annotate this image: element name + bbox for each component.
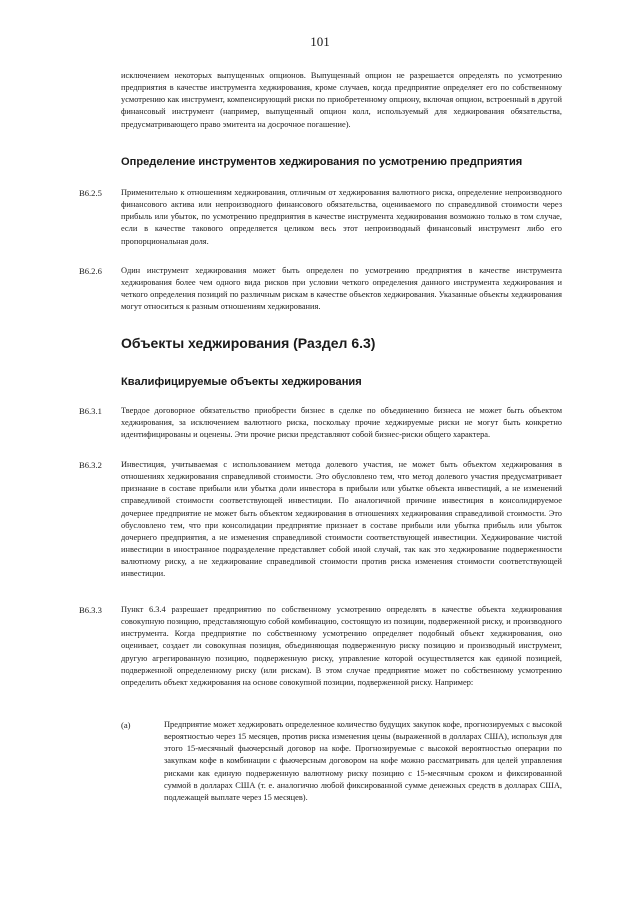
section-heading-hedged-items: Объекты хеджирования (Раздел 6.3): [121, 335, 376, 351]
page-number: 101: [310, 34, 330, 49]
paragraph-number: B6.2.6: [79, 266, 102, 276]
paragraph-number: B6.3.1: [79, 406, 102, 416]
paragraph-text: Твердое договорное обязательство приобрести бизнес в сделке по объединению бизнеса не может быть объектом хеджирования, за исключением валютного риска, поскольку прочие хеджируемые риски не могут быть конкретно идентифицированы и оценены. Эти прочие риски представляют собой бизнес-риски общего характера.: [121, 406, 562, 440]
paragraph-number: B6.3.3: [79, 605, 102, 615]
paragraph-text: Пункт 6.3.4 разрешает предприятию по собственному усмотрению определять в качестве объекта хеджирования совокупную позицию, представляющую собой комбинацию, состоящую из позиции, подверженной риску, и производного инструмента. Когда предприятие по собственному усмотрению определяет подобный объект хеджирования, оно оценивает, создает ли совокупная позиция, объединяющая подверженную риску позицию и производный инструмент, другую агрегированную позицию, подверженную риску, управление которой осуществляется как единой позицией, подверженной определенному риску (или рискам). В этом случае предприятие может по собственному усмотрению определить объект хеджирования на основе совокупной позиции, подверженной риску. Например:: [121, 605, 562, 687]
paragraph-b626: [121, 265, 562, 314]
section-heading-designation: Определение инструментов хеджирования по усмотрению предприятия: [121, 156, 523, 168]
paragraph-text: Один инструмент хеджирования может быть определен по усмотрению предприятия в качестве инструмента хеджирования более чем одного вида рисков при условии четкого определения данного инструмента хеджирования и четкого определения позиций по различным рискам в качестве объектов хеджирования. Указанные объекты хеджирования могут относиться к разным отношениям хеджирования.: [121, 266, 562, 312]
list-item-text: Предприятие может хеджировать определенное количество будущих закупок кофе, прогнозируемых с высокой вероятностью через 15 месяцев, против риска изменения цены (выраженной в долларах США), используя для этого 15-месячный фьючерсный договор на кофе. Прогнозируемые с высокой вероятностью операции по закупкам кофе в комбинации с фьючерсным договором на кофе можно рассматривать для целей управления рисками как единую подверженную валютному риску позицию с 15-месячным сроком и фиксированной суммой в долларах США (т. е. аналогично любой фиксированной сумме денежных средств в долларах США, подлежащей выплате через 15 месяцев).: [164, 720, 562, 802]
list-item-a: [164, 719, 562, 804]
paragraph-b625: [121, 187, 562, 248]
list-item-label: (a): [121, 720, 131, 730]
intro-text: исключением некоторых выпущенных опционов. Выпущенный опцион не разрешается определять по усмотрению предприятия в качестве инструмента хеджирования, кроме случаев, когда предприятие определяет его по собственному усмотрению как инструмент, компенсирующий риски по приобретенному опциону, включая опцион, встроенный в другой финансовый инструмент (например, выпущенный опцион колл, используемый для хеджирования обязательства, предусматривающего право эмитента на досрочное погашение).: [121, 71, 562, 129]
paragraph-b632: [121, 459, 562, 581]
paragraph-number: B6.2.5: [79, 188, 102, 198]
paragraph-text: Инвестиция, учитываемая с использованием метода долевого участия, не может быть объектом хеджирования в отношениях хеджирования справедливой стоимости. Это обусловлено тем, что метод долевого участия предусматривает признание в составе прибыли или убытка доли инвестора в прибыли или убытке объекта инвестиций, а не изменений справедливой стоимости соответствующей инвестиции. По аналогичной причине инвестиция в консолидируемое дочернее предприятие не может быть объектом хеджирования в отношениях хеджирования справедливой стоимости. Это обусловлено тем, что при консолидации предприятие признает в составе прибыли или убытка прибыль или убыток дочернего предприятия, а не изменения справедливой стоимости соответствующей инвестиции. Хеджирование чистой инвестиции в иностранное подразделение представляет собой иной случай, так как это хеджирование подверженности валютному риску, а не хеджирование справедливой стоимости против риска изменения стоимости соответствующей инвестиции.: [121, 460, 562, 579]
paragraph-b633: [121, 604, 562, 689]
subsection-heading-qualifying-items: Квалифицируемые объекты хеджирования: [121, 376, 362, 388]
paragraph-text: Применительно к отношениям хеджирования, отличным от хеджирования валютного риска, определение непроизводного финансового актива или непроизводного финансового обязательства, оцениваемого по справедливой стоимости через прибыль или убыток, по усмотрению предприятия в качестве инструмента хеджирования возможно только в том случае, если в качестве такового определяется целиком весь этот непроизводный финансовый инструмент либо его пропорциональная доля.: [121, 188, 562, 246]
intro-paragraph: [121, 70, 562, 131]
paragraph-number: B6.3.2: [79, 460, 102, 470]
paragraph-b631: [121, 405, 562, 441]
